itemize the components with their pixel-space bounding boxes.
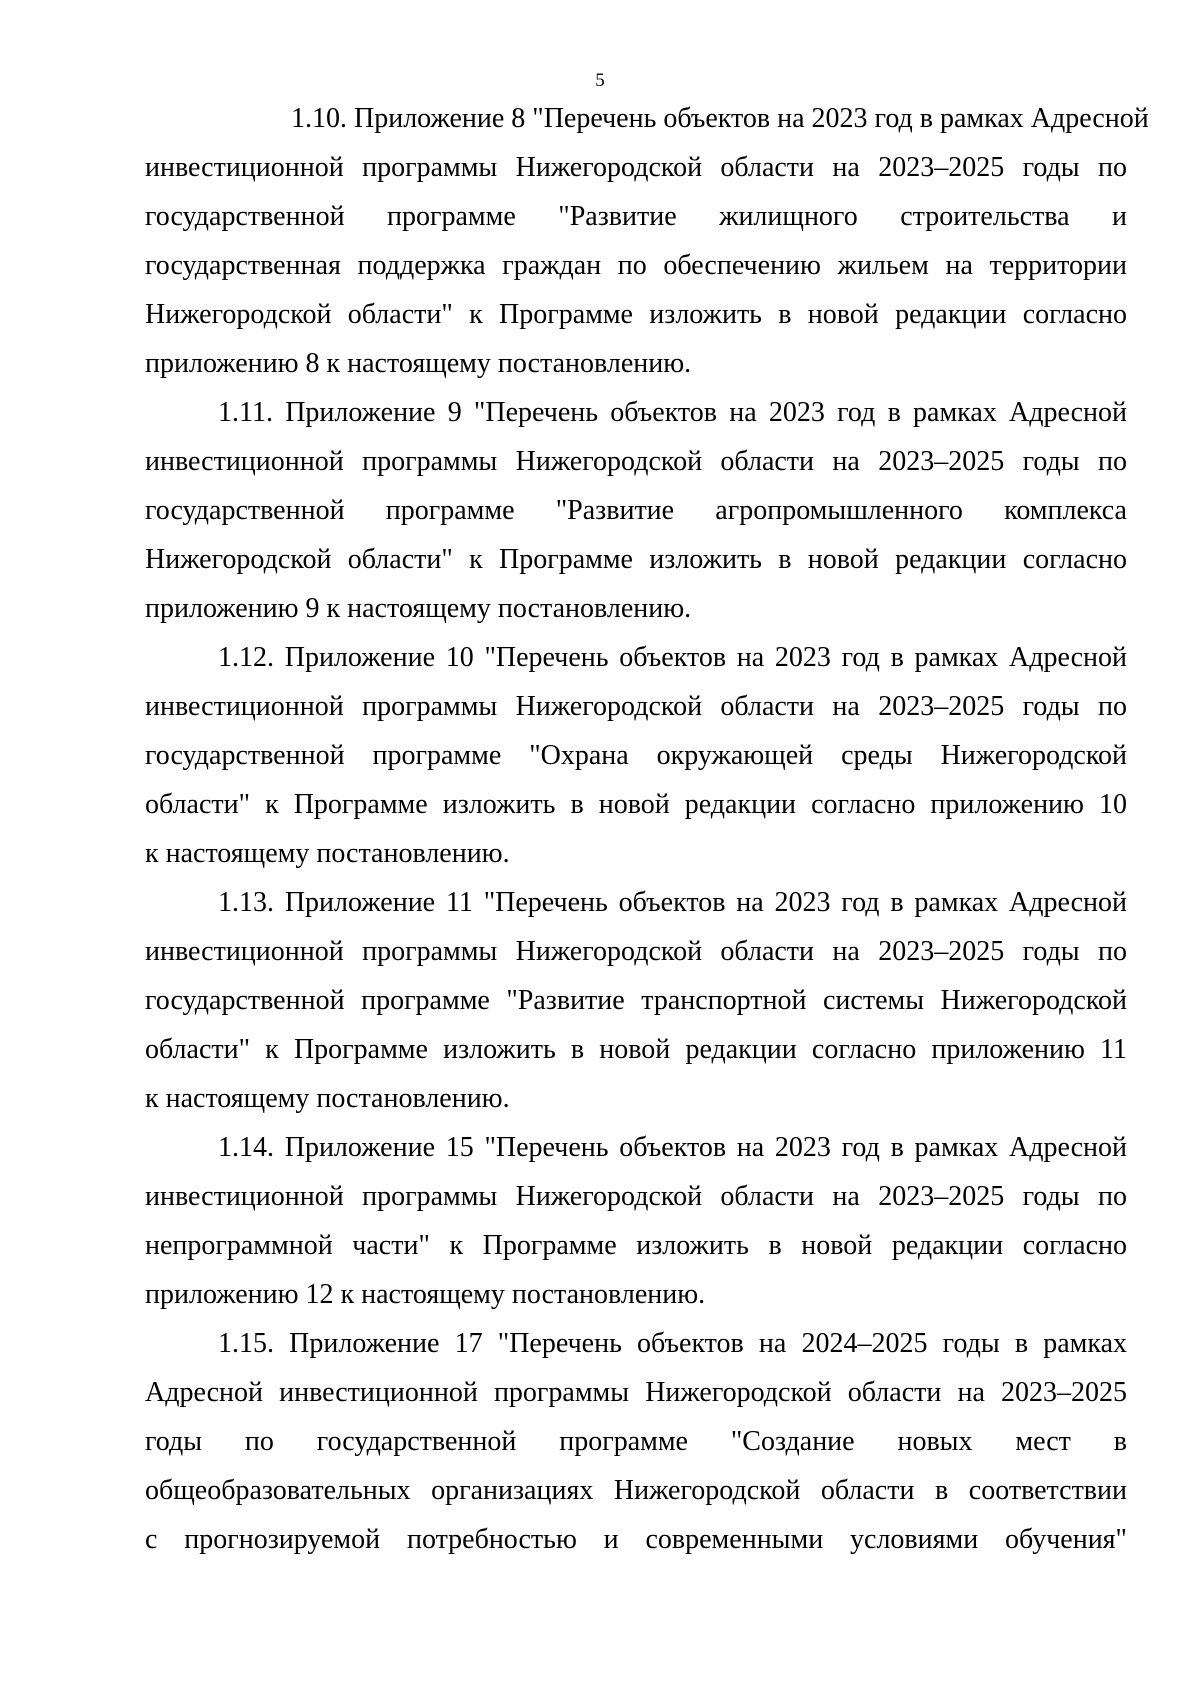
document-body [145, 94, 1149, 1564]
paragraph-line: Нижегородской области" к Программе изложить в новой редакции согласно [145, 299, 1127, 330]
paragraph-line: государственной программе "Развитие агропромышленного комплекса [145, 495, 1127, 526]
paragraph-line: с прогнозируемой потребностью и современными условиями обучения" [145, 1524, 1127, 1555]
paragraph-1-11 [145, 388, 1127, 633]
paragraph-line: общеобразовательных организациях Нижегородской области в соответствии [145, 1475, 1127, 1506]
paragraph-line: 1.13. Приложение 11 "Перечень объектов на 2023 год в рамках Адресной [218, 887, 1127, 918]
paragraph-line: инвестиционной программы Нижегородской области на 2023–2025 годы по [145, 446, 1127, 477]
paragraph-line: Нижегородской области" к Программе изложить в новой редакции согласно [145, 544, 1127, 575]
paragraph-line: инвестиционной программы Нижегородской области на 2023–2025 годы по [145, 1181, 1127, 1212]
paragraph-line: государственной программе "Охрана окружающей среды Нижегородской [145, 740, 1127, 771]
paragraph-line: годы по государственной программе "Создание новых мест в [145, 1426, 1127, 1457]
paragraph-line: государственной программе "Развитие транспортной системы Нижегородской [145, 985, 1127, 1016]
page-number: 5 [595, 70, 605, 91]
paragraph-line: государственная поддержка граждан по обеспечению жильем на территории [145, 250, 1127, 281]
paragraph-line: приложению 12 к настоящему постановлению. [145, 1279, 706, 1310]
paragraph-1-10 [145, 94, 1149, 388]
paragraph-line: 1.12. Приложение 10 "Перечень объектов на 2023 год в рамках Адресной [218, 642, 1127, 673]
paragraph-line: к настоящему постановлению. [145, 1083, 510, 1114]
paragraph-line: инвестиционной программы Нижегородской области на 2023–2025 годы по [145, 936, 1127, 967]
paragraph-line: области" к Программе изложить в новой редакции согласно приложению 11 [145, 1034, 1127, 1065]
paragraph-1-13 [145, 878, 1127, 1123]
paragraph-1-12 [145, 633, 1127, 878]
paragraph-1-14 [145, 1123, 1127, 1319]
paragraph-line: 1.15. Приложение 17 "Перечень объектов на 2024–2025 годы в рамках [218, 1328, 1127, 1359]
paragraph-line: приложению 8 к настоящему постановлению. [145, 348, 692, 379]
paragraph-line: приложению 9 к настоящему постановлению. [145, 593, 692, 624]
paragraph-line: 1.14. Приложение 15 "Перечень объектов на 2023 год в рамках Адресной [218, 1132, 1127, 1163]
paragraph-line: инвестиционной программы Нижегородской области на 2023–2025 годы по [145, 691, 1127, 722]
paragraph-line: государственной программе "Развитие жилищного строительства и [145, 201, 1127, 232]
paragraph-line: Адресной инвестиционной программы Нижегородской области на 2023–2025 [145, 1377, 1127, 1408]
paragraph-line: к настоящему постановлению. [145, 838, 510, 869]
paragraph-line: инвестиционной программы Нижегородской области на 2023–2025 годы по [145, 152, 1127, 183]
paragraph-1-15 [145, 1319, 1127, 1564]
paragraph-line: области" к Программе изложить в новой редакции согласно приложению 10 [145, 789, 1127, 820]
paragraph-line: 1.10. Приложение 8 "Перечень объектов на 2023 год в рамках Адресной [291, 103, 1149, 134]
paragraph-line: 1.11. Приложение 9 "Перечень объектов на 2023 год в рамках Адресной [218, 397, 1127, 428]
paragraph-line: непрограммной части" к Программе изложить в новой редакции согласно [145, 1230, 1127, 1261]
